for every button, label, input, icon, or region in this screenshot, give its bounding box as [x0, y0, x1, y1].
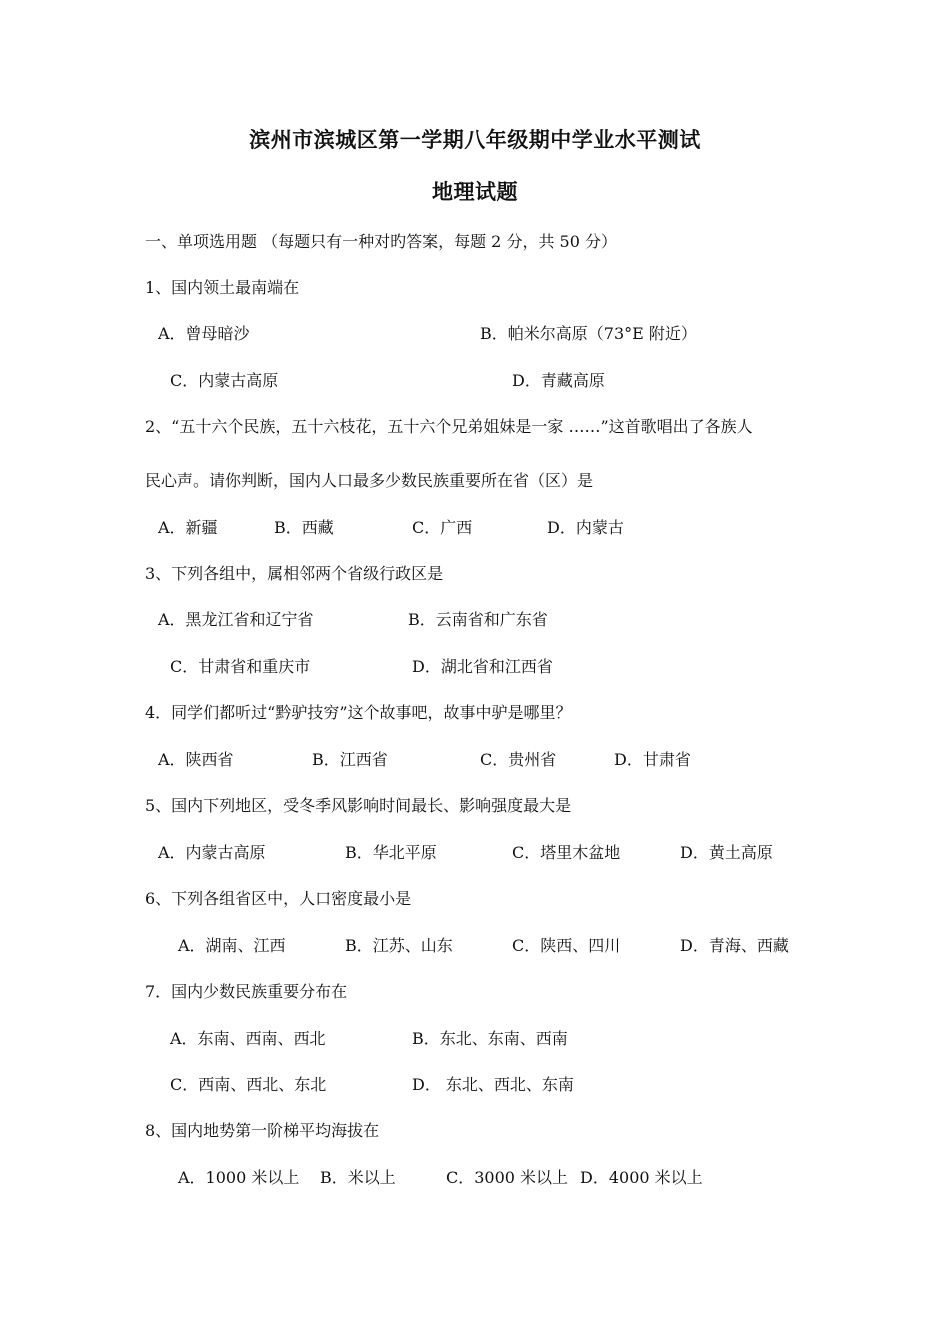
question-3-option-b: B．云南省和广东省	[408, 610, 548, 629]
question-5-stem: 5、国内下列地区，受冬季风影响时间最长、影响强度最大是	[145, 796, 572, 815]
question-5-option-c: C．塔里木盆地	[512, 843, 621, 862]
question-8-option-d: D．4000 米以上	[580, 1168, 703, 1187]
section-heading: 一、单项选用题 （每题只有一种对旳答案，每题 2 分，共 50 分）	[145, 232, 617, 251]
question-8-option-a: A．1000 米以上	[178, 1168, 300, 1187]
question-3-option-d: D．湖北省和江西省	[412, 657, 553, 676]
question-8-stem: 8、国内地势第一阶梯平均海拔在	[145, 1121, 380, 1140]
question-2-option-a: A．新疆	[158, 518, 218, 537]
question-7-stem: 7．国内少数民族重要分布在	[145, 982, 348, 1001]
question-6-option-d: D．青海、西藏	[680, 936, 789, 955]
question-3-stem: 3、下列各组中，属相邻两个省级行政区是	[145, 564, 444, 583]
question-8-option-c: C．3000 米以上	[446, 1168, 569, 1187]
question-2-option-c: C．广西	[412, 518, 473, 537]
question-1-stem: 1、国内领土最南端在	[145, 278, 300, 297]
question-7-option-c: C．西南、西北、东北	[170, 1075, 327, 1094]
question-5-option-a: A．内蒙古高原	[158, 843, 266, 862]
question-5-option-b: B．华北平原	[345, 843, 437, 862]
question-7-option-d: D． 东北、西北、东南	[412, 1075, 574, 1094]
question-4-option-a: A．陕西省	[158, 750, 234, 769]
question-2-option-b: B．西藏	[274, 518, 334, 537]
question-2-stem-continued: 民心声。请你判断，国内人口最多少数民族重要所在省（区）是	[145, 471, 594, 490]
question-1-option-d: D．青藏高原	[512, 371, 605, 390]
question-7-option-a: A．东南、西南、西北	[170, 1029, 326, 1048]
question-1-option-c: C．内蒙古高原	[170, 371, 279, 390]
question-1-option-a: A．曾母暗沙	[158, 324, 250, 343]
question-2-stem: 2、“五十六个民族，五十六枝花，五十六个兄弟姐妹是一家 ……”这首歌唱出了各族人	[145, 417, 753, 436]
question-6-stem: 6、下列各组省区中，人口密度最小是	[145, 889, 412, 908]
question-6-option-c: C．陕西、四川	[512, 936, 621, 955]
question-8-option-b: B．米以上	[320, 1168, 396, 1187]
question-4-option-b: B．江西省	[312, 750, 388, 769]
exam-title: 滨州市滨城区第一学期八年级期中学业水平测试	[249, 127, 701, 152]
question-4-stem: 4．同学们都听过“黔驴技穷”这个故事吧，故事中驴是哪里？	[145, 703, 572, 722]
question-5-option-d: D．黄土高原	[680, 843, 773, 862]
question-2-option-d: D．内蒙古	[547, 518, 624, 537]
question-6-option-a: A．湖南、江西	[178, 936, 286, 955]
question-4-option-d: D．甘肃省	[614, 750, 691, 769]
question-3-option-a: A．黑龙江省和辽宁省	[158, 610, 314, 629]
exam-subtitle: 地理试题	[432, 179, 518, 204]
question-4-option-c: C．贵州省	[480, 750, 557, 769]
question-3-option-c: C．甘肃省和重庆市	[170, 657, 311, 676]
question-7-option-b: B．东北、东南、西南	[412, 1029, 568, 1048]
question-6-option-b: B．江苏、山东	[345, 936, 453, 955]
question-1-option-b: B．帕米尔高原（73°E 附近）	[480, 324, 697, 343]
